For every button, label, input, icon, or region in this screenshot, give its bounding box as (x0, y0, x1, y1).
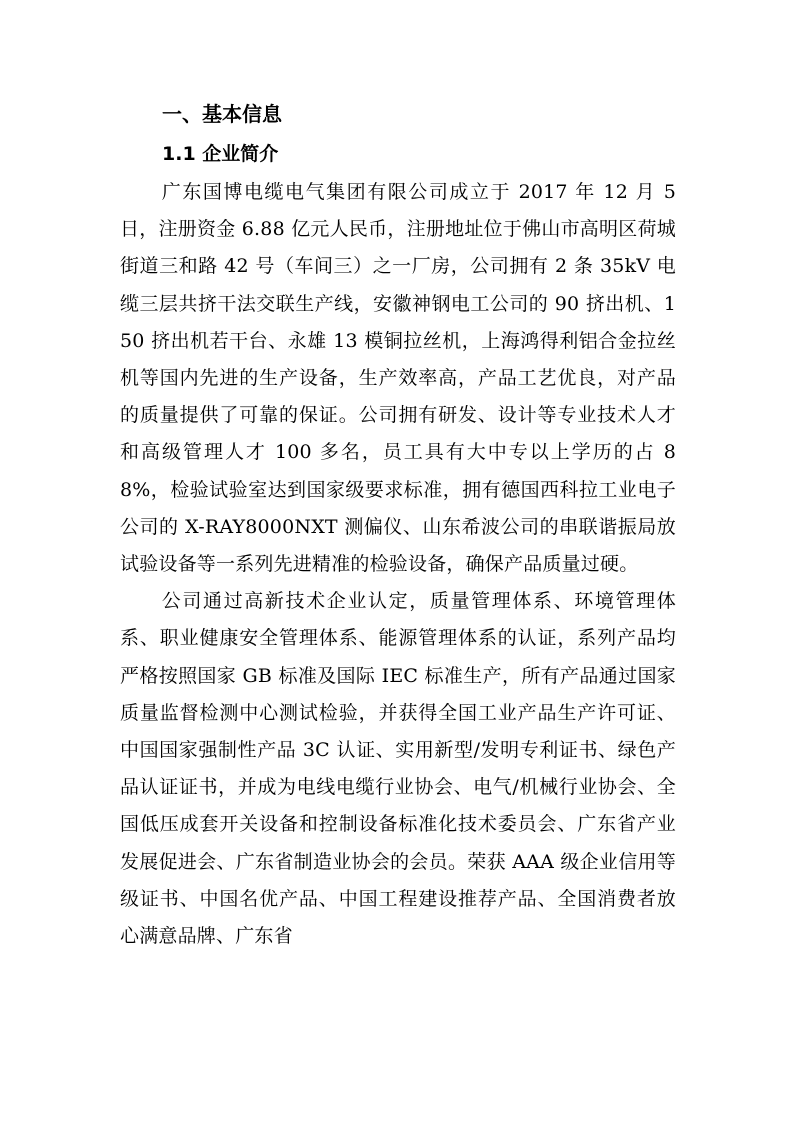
document-body (120, 94, 676, 955)
paragraph-company-overview: 广东国博电缆电气集团有限公司成立于 2017 年 12 月 5 日，注册资金 6.88 亿元人民币，注册地址位于佛山市高明区荷城街道三和路 42 号（车间三）之一厂房，公司拥有 2 条 35kV 电缆三层共挤干法交联生产线，安徽神钢电工公司的 90 挤出机、150 挤出机若干台、永雄 13 模铜拉丝机，上海鸿得利铝合金拉丝机等国内先进的生产设备，生产效率高，产品工艺优良，对产品的质量提供了可靠的保证。公司拥有研发、设计等专业技术人才和高级管理人才 100 多名，员工具有大中专以上学历的占 88%，检验试验室达到国家级要求标准，拥有德国西科拉工业电子公司的 X-RAY8000NXT 测偏仪、山东希波公司的串联谐振局放试验设备等一系列先进精准的检验设备，确保产品质量过硬。 (120, 181, 676, 576)
paragraph-certifications: 公司通过高新技术企业认定，质量管理体系、环境管理体系、职业健康安全管理体系、能源管理体系的认证，系列产品均严格按照国家 GB 标准及国际 IEC 标准生产，所有产品通过国家质量监督检测中心测试检验，并获得全国工业产品生产许可证、中国国家强制性产品 3C 认证、实用新型/发明专利证书、绿色产品认证证书，并成为电线电缆行业协会、电气/机械行业协会、全国低压成套开关设备和控制设备标准化技术委员会、广东省产业发展促进会、广东省制造业协会的会员。荣获 AAA 级企业信用等级证书、中国名优产品、中国工程建设推荐产品、全国消费者放心满意品牌、广东省 (120, 590, 676, 948)
subsection-heading: 1.1 企业简介 (162, 143, 279, 165)
section-heading: 一、基本信息 (162, 102, 282, 126)
